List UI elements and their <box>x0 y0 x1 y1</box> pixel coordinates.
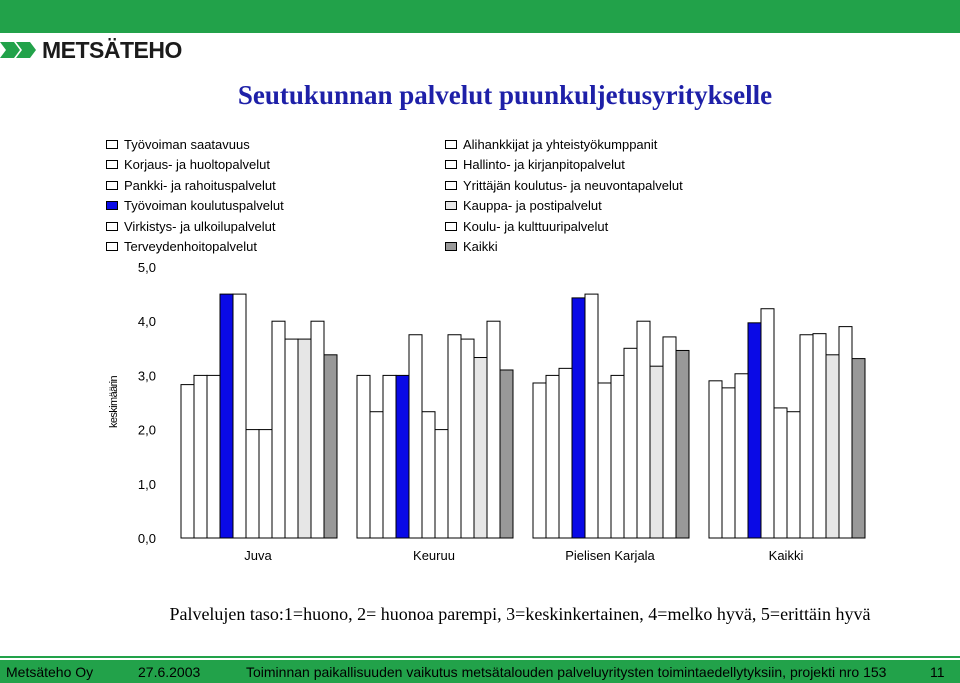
bar <box>461 339 474 538</box>
legend-item <box>106 197 284 215</box>
legend-label: Työvoiman saatavuus <box>124 136 250 152</box>
x-category-label: Kaikki <box>768 548 804 563</box>
bar <box>272 321 285 538</box>
bar <box>585 294 598 538</box>
footer-page-number: 11 <box>930 664 945 680</box>
bar <box>233 294 246 538</box>
bar <box>813 334 826 538</box>
bar <box>474 358 487 538</box>
legend-label: Kauppa- ja postipalvelut <box>463 198 602 213</box>
legend-label: Yrittäjän koulutus- ja neuvontapalvelut <box>463 177 683 193</box>
legend-label: Terveydenhoitopalvelut <box>124 239 257 254</box>
legend-swatch <box>445 222 457 231</box>
bar <box>709 381 722 538</box>
bar <box>676 350 689 538</box>
legend-label: Pankki- ja rahoituspalvelut <box>124 177 276 193</box>
bar <box>839 327 852 538</box>
bar <box>324 355 337 538</box>
logo-text: METSÄTEHO <box>42 36 182 63</box>
bar <box>246 430 259 538</box>
bar <box>435 430 448 538</box>
bar <box>650 366 663 538</box>
legend-swatch <box>106 242 118 251</box>
bar <box>624 348 637 538</box>
x-category-label: Pielisen Karjala <box>565 548 655 563</box>
legend-item <box>445 135 657 153</box>
legend-item <box>445 176 683 194</box>
y-axis-title: keskimäärin <box>108 375 120 429</box>
legend-swatch <box>106 140 118 149</box>
bar <box>409 335 422 538</box>
footer-tag: Tuloskalvosarja <box>835 637 948 654</box>
logo-mark-icon <box>0 38 38 62</box>
bar <box>826 355 839 538</box>
page-title: Seutukunnan palvelut puunkuljetusyritykselle <box>237 80 773 110</box>
bar <box>611 375 624 538</box>
legend-swatch <box>106 160 118 169</box>
bar <box>637 321 650 538</box>
legend-item <box>445 156 625 174</box>
bar <box>370 412 383 538</box>
legend-item <box>106 156 270 174</box>
legend-swatch <box>106 222 118 231</box>
bar <box>220 294 233 538</box>
x-category-label: Keuruu <box>413 548 455 563</box>
legend-swatch <box>445 242 457 251</box>
bar <box>722 388 735 538</box>
x-category-label: Juva <box>244 548 272 563</box>
y-tick-label: 5,0 <box>137 260 156 275</box>
bar <box>800 335 813 538</box>
footer-project: Toiminnan paikallisuuden vaikutus metsätalouden palveluyritysten toimintaedellytyksiin, projekti nro 153 <box>246 664 887 680</box>
footer-date: 27.6.2003 <box>138 664 201 680</box>
legend-item <box>106 135 250 153</box>
legend-item <box>106 238 257 256</box>
legend-item <box>106 217 276 235</box>
rating-scale-note: Palvelujen taso:1=huono, 2= huonoa parempi, 3=keskinkertainen, 4=melko hyvä, 5=erittäin hyvä <box>169 604 871 624</box>
header-bar <box>0 0 960 33</box>
legend-item <box>445 238 498 256</box>
bar <box>559 368 572 538</box>
legend-label: Koulu- ja kulttuuripalvelut <box>463 218 609 234</box>
y-tick-label: 0,0 <box>137 531 156 546</box>
bar <box>774 408 787 538</box>
bar <box>533 383 546 538</box>
bar <box>285 339 298 538</box>
bar <box>852 359 865 538</box>
bar <box>311 321 324 538</box>
legend-swatch <box>106 181 118 190</box>
bar <box>598 383 611 538</box>
legend-label: Työvoiman koulutuspalvelut <box>124 198 284 213</box>
legend-label: Alihankkijat ja yhteistyökumppanit <box>463 136 658 152</box>
footer-org: Metsäteho Oy <box>6 664 94 680</box>
bar <box>422 412 435 538</box>
legend-label: Kaikki <box>463 239 498 254</box>
bar <box>572 298 585 538</box>
bar <box>487 321 500 538</box>
bar <box>383 375 396 538</box>
y-tick-label: 3,0 <box>137 368 156 384</box>
bar <box>181 385 194 538</box>
bar <box>663 337 676 538</box>
legend-swatch <box>445 201 457 210</box>
bar <box>748 323 761 538</box>
y-tick-label: 4,0 <box>137 314 156 330</box>
bar <box>761 309 774 538</box>
bar <box>448 335 461 538</box>
legend-item <box>445 197 602 215</box>
bar <box>396 375 409 538</box>
bar <box>357 375 370 538</box>
bar <box>298 339 311 538</box>
bar <box>259 430 272 538</box>
y-tick-label: 2,0 <box>137 422 156 438</box>
legend-swatch <box>445 160 457 169</box>
footer-divider <box>0 656 960 658</box>
bar <box>735 374 748 538</box>
legend-swatch <box>445 181 457 190</box>
bar <box>787 412 800 538</box>
bar <box>546 375 559 538</box>
legend-item <box>106 176 276 194</box>
bar <box>207 375 220 538</box>
legend-label: Virkistys- ja ulkoilupalvelut <box>124 218 276 234</box>
legend-item <box>445 217 608 235</box>
legend-label: Korjaus- ja huoltopalvelut <box>124 157 270 172</box>
legend-swatch <box>445 140 457 149</box>
bar <box>500 370 513 538</box>
legend-swatch <box>106 201 118 210</box>
metsateho-logo <box>0 38 182 62</box>
legend-label: Hallinto- ja kirjanpitopalvelut <box>463 157 625 172</box>
y-tick-label: 1,0 <box>137 476 156 492</box>
bar <box>194 375 207 538</box>
